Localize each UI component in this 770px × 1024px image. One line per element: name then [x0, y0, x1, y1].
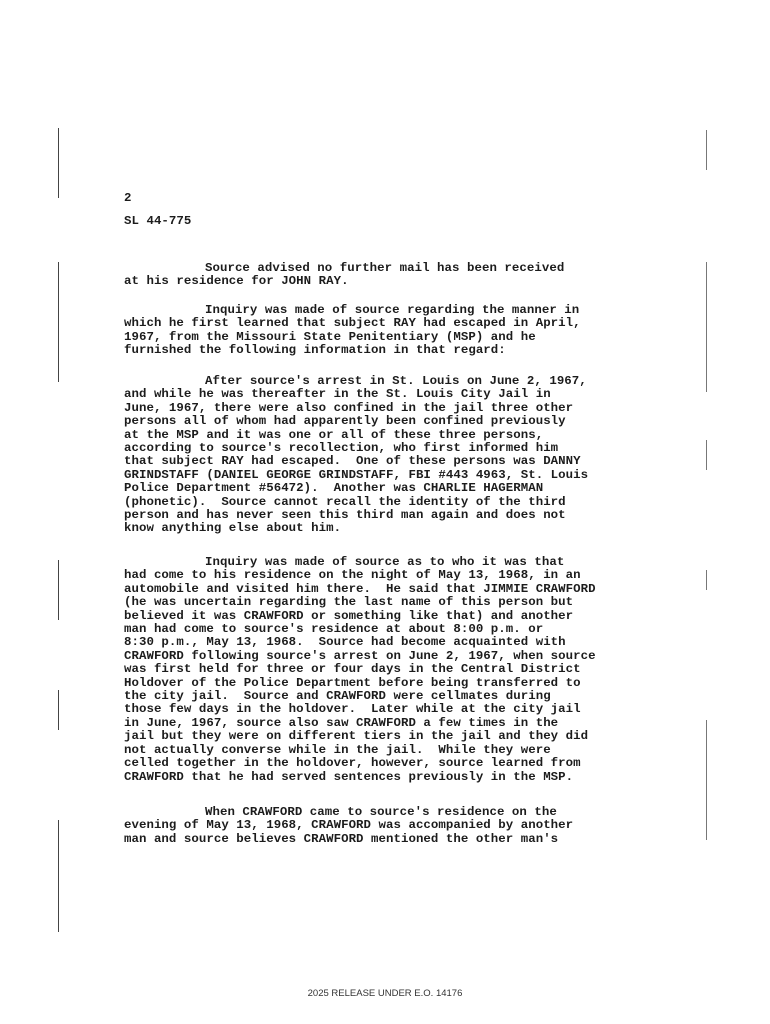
paragraph-line: the city jail. Source and CRAWFORD were cellmates during	[124, 689, 551, 704]
page-number: 2	[124, 191, 132, 205]
paragraph-line: Police Department #56472). Another was CHARLIE HAGERMAN	[124, 481, 544, 496]
paragraph-line: person and has never seen this third man again and does not	[124, 508, 566, 523]
paragraph-line: in June, 1967, source also saw CRAWFORD a few times in the	[124, 715, 559, 730]
paragraph-line: jail but they were on different tiers in the jail and they did	[124, 729, 589, 744]
paragraph-line: was first held for three or four days in the Central District	[124, 662, 581, 677]
paragraph-line: CRAWFORD that he had served sentences previously in the MSP.	[124, 769, 574, 784]
paragraph-line: Inquiry was made of source as to who it was that	[205, 555, 565, 569]
left-margin-mark	[58, 128, 59, 198]
paragraph-line: those few days in the holdover. Later while at the city jail	[124, 702, 581, 717]
paragraph-line: believed it was CRAWFORD or something like that) and another	[124, 608, 574, 623]
paragraph-line: had come to his residence on the night of May 13, 1968, in an	[124, 568, 581, 583]
paragraph-crawford	[124, 556, 644, 784]
right-margin-mark	[706, 440, 707, 470]
right-margin-mark	[706, 262, 707, 392]
paragraph-line: not actually converse while in the jail. While they were	[124, 742, 551, 757]
paragraph-line: Inquiry was made of source regarding the manner in	[205, 303, 580, 317]
paragraph-line: Source advised no further mail has been received	[205, 261, 565, 275]
right-margin-mark	[706, 130, 707, 170]
paragraph-line: June, 1967, there were also confined in the jail three other	[124, 400, 574, 415]
paragraph-line: celled together in the holdover, however, source learned from	[124, 756, 581, 771]
paragraph-line: man had come to source's residence at about 8:00 p.m. or	[124, 622, 544, 637]
paragraph-line: GRINDSTAFF (DANIEL GEORGE GRINDSTAFF, FBI #443 4963, St. Louis	[124, 467, 589, 482]
paragraph-visit	[124, 806, 644, 846]
paragraph-line: at the MSP and it was one or all of these three persons,	[124, 427, 544, 442]
paragraph-line: After source's arrest in St. Louis on June 2, 1967,	[205, 374, 587, 388]
paragraph-line: (phonetic). Source cannot recall the identity of the third	[124, 494, 566, 509]
paragraph-arrest	[124, 375, 644, 536]
paragraph-line: furnished the following information in that regard:	[124, 343, 506, 358]
paragraph-line: which he first learned that subject RAY had escaped in April,	[124, 316, 581, 331]
paragraph-line: according to source's recollection, who first informed him	[124, 441, 559, 456]
paragraph-line: at his residence for JOHN RAY.	[124, 274, 349, 289]
paragraph-line: man and source believes CRAWFORD mentioned the other man's	[124, 831, 559, 846]
paragraph-line: automobile and visited him there. He said that JIMMIE CRAWFORD	[124, 581, 596, 596]
paragraph-line: 8:30 p.m., May 13, 1968. Source had become acquainted with	[124, 635, 566, 650]
file-number: SL 44-775	[124, 214, 192, 228]
paragraph-line: Holdover of the Police Department before being transferred to	[124, 675, 581, 690]
paragraph-line: CRAWFORD following source's arrest on June 2, 1967, when source	[124, 648, 596, 663]
paragraph-line: 1967, from the Missouri State Penitentiary (MSP) and he	[124, 329, 536, 344]
left-margin-mark	[58, 262, 59, 382]
paragraph-line: evening of May 13, 1968, CRAWFORD was accompanied by another	[124, 818, 574, 833]
left-margin-mark	[58, 820, 59, 932]
right-margin-mark	[706, 570, 707, 590]
paragraph-line: persons all of whom had apparently been confined previously	[124, 414, 566, 429]
paragraph-mail	[124, 262, 644, 289]
release-footer: 2025 RELEASE UNDER E.O. 14176	[307, 988, 463, 999]
paragraph-line: (he was uncertain regarding the last name of this person but	[124, 595, 574, 610]
paragraph-line: know anything else about him.	[124, 521, 342, 536]
paragraph-inquiry-escape	[124, 304, 644, 358]
right-margin-mark	[706, 720, 707, 840]
paragraph-line: When CRAWFORD came to source's residence on the	[205, 805, 557, 819]
paragraph-line: that subject RAY had escaped. One of these persons was DANNY	[124, 454, 581, 469]
paragraph-line: and while he was thereafter in the St. Louis City Jail in	[124, 387, 551, 402]
left-margin-mark	[58, 560, 59, 620]
left-margin-mark	[58, 690, 59, 730]
